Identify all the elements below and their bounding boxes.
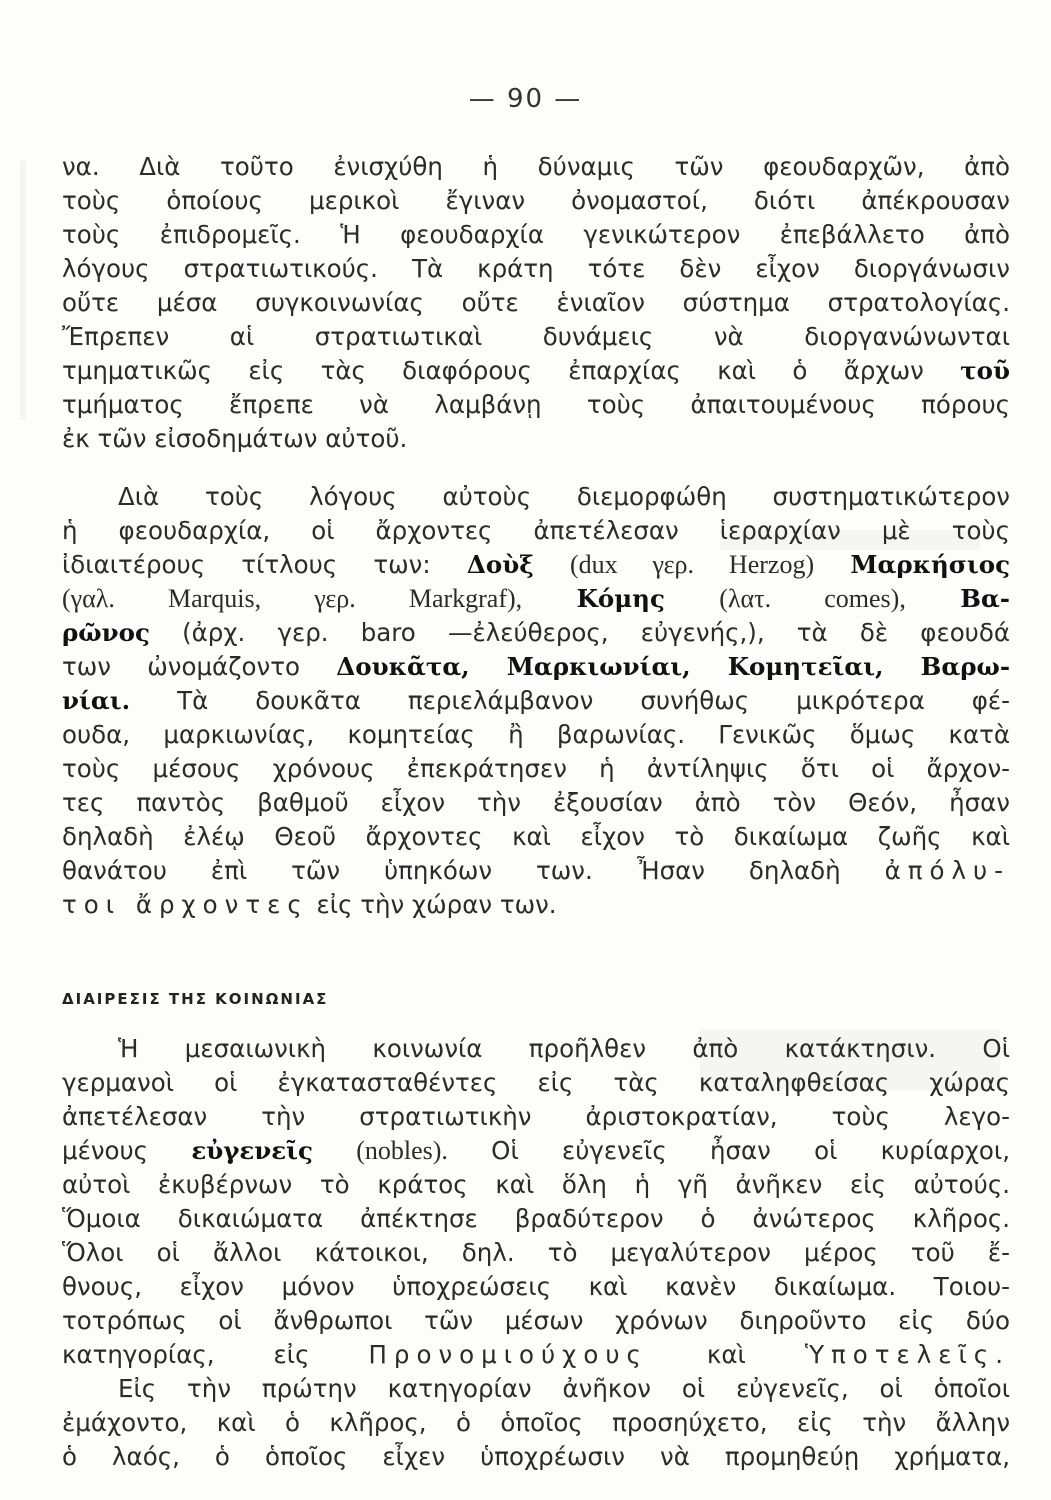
latin-text: (γαλ. Marquis, γερ. Markgraf), [62,584,523,613]
text-run: Τὰ δουκᾶτα περιελάμβανον συνήθως μικρότερα φέ- [177,686,1010,715]
text-line: να. Διὰ τοῦτο ἐνισχύθη ἡ δύναμις τῶν φεουδαρχῶν, ἀπὸ [62,152,1010,181]
section-heading: ΔΙΑΙΡΕΣΙΣ ΤΗΣ ΚΟΙΝΩΝΙΑΣ [62,990,329,1008]
text-line: ἀπετέλεσαν τὴν στρατιωτικὴν ἀριστοκρατίαν, τοὺς λεγο- [62,1102,1010,1131]
text-line [62,650,1010,684]
text-run: τμηματικῶς εἰς τὰς διαφόρους ἐπαρχίας καὶ ὁ ἄρχων [62,356,924,385]
text-line [62,582,1010,616]
text-line: ἐκ τῶν εἰσοδημάτων αὐτοῦ. [62,424,408,453]
spaced-emphasis: ἀπόλυ- [884,856,1010,885]
text-line: Ὅμοια δικαιώματα ἀπέκτησε βραδύτερον ὁ ἀνώτερος κλῆρος. [62,1204,1010,1233]
text-line: οὔτε μέσα συγκοινωνίας οὔτε ἑνιαῖον σύστημα στρατολογίας. [62,288,1010,317]
text-line: δηλαδὴ ἐλέῳ Θεοῦ ἄρχοντες καὶ εἶχον τὸ δικαίωμα ζωῆς καὶ [62,822,1010,851]
bold-term: εὐγενεῖς [191,1136,313,1165]
text-line [62,354,1010,388]
text-line: τοὺς ἐπιδρομεῖς. Ἡ φεουδαρχία γενικώτερον ἐπεβάλλετο ἀπὸ [62,220,1010,249]
latin-text: (dux γερ. Herzog) [569,550,815,579]
paragraph-3 [62,1032,1010,1474]
paragraph-2 [62,480,1010,922]
text-line: τες παντὸς βαθμοῦ εἶχον τὴν ἐξουσίαν ἀπὸ τὸν Θεόν, ἦσαν [62,788,1010,817]
text-line: Διὰ τοὺς λόγους αὐτοὺς διεμορφώθη συστηματικώτερον [118,482,1010,511]
text-run: των ὠνομάζοντο [62,652,300,681]
paragraph-1 [62,150,1010,456]
bold-term: Μαρκήσιος [850,550,1010,579]
text-line: Ὅλοι οἱ ἄλλοι κάτοικοι, δηλ. τὸ μεγαλύτερον μέρος τοῦ ἔ- [62,1238,1010,1267]
text-line: αὐτοὶ ἐκυβέρνων τὸ κράτος καὶ ὅλη ἡ γῆ ἀνῆκεν εἰς αὐτούς. [62,1170,1010,1199]
text-run: εἰς τὴν χώραν των. [316,890,557,919]
text-line: Ἡ μεσαιωνικὴ κοινωνία προῆλθεν ἀπὸ κατάκτησιν. Οἱ [118,1034,1010,1063]
bold-term: ρῶνος [62,618,150,647]
text-line [62,548,1010,582]
text-run: θανάτου ἐπὶ τῶν ὑπηκόων των. Ἦσαν δηλαδὴ [62,856,841,885]
text-line [62,854,1010,888]
latin-text: (λατ. comes), [719,584,906,613]
bold-term: Κόμης [576,584,665,613]
text-line: ἡ φεουδαρχία, οἱ ἄρχοντες ἀπετέλεσαν ἱεραρχίαν μὲ τοὺς [62,516,1010,545]
text-run: μένους [62,1136,149,1165]
text-line [62,888,1010,922]
text-line: τοτρόπως οἱ ἄνθρωποι τῶν μέσων χρόνων διηροῦντο εἰς δύο [62,1306,1010,1335]
text-line: ουδα, μαρκιωνίας, κομητείας ἢ βαρωνίας. Γενικῶς ὅμως κατὰ [62,720,1010,749]
text-line: τμήματος ἔπρεπε νὰ λαμβάνῃ τοὺς ἀπαιτουμένους πόρους [62,390,1010,419]
spaced-emphasis: Προνομιούχους [368,1340,648,1369]
text-run: (ἀρχ. γερ. baro —ἐλεύθερος, εὐγενής,), τὰ δὲ φεουδά [182,618,1010,647]
text-line: Ἔπρεπεν αἱ στρατιωτικαὶ δυνάμεις νὰ διοργανώνωνται [62,322,1010,351]
text-line: γερμανοὶ οἱ ἐγκατασταθέντες εἰς τὰς καταληφθείσας χώρας [62,1068,1010,1097]
text-line: τοὺς μέσους χρόνους ἐπεκράτησεν ἡ ἀντίληψις ὅτι οἱ ἄρχον- [62,754,1010,783]
text-line [62,684,1010,718]
text-run: ἰδιαιτέρους τίτλους των: [62,550,431,579]
text-line [62,1338,1010,1372]
scan-shadow [20,160,26,420]
text-line: τοὺς ὁποίους μερικοὶ ἔγιναν ὀνομαστοί, διότι ἀπέκρουσαν [62,186,1010,215]
bold-term: Δοὺξ [466,550,534,579]
bold-term: Βα- [960,584,1010,613]
text-line: ὁ λαός, ὁ ὁποῖος εἶχεν ὑποχρέωσιν νὰ προμηθεύῃ χρήματα, [62,1442,1010,1471]
text-line [62,616,1010,650]
text-line: ἐμάχοντο, καὶ ὁ κλῆρος, ὁ ὁποῖος προσηύχετο, εἰς τὴν ἄλλην [62,1408,1010,1437]
text-run: καὶ [706,1340,746,1369]
text-run: κατηγορίας, εἰς [62,1340,310,1369]
bold-term: νίαι. [62,686,131,715]
latin-text: (nobles). [356,1136,448,1165]
text-line: λόγους στρατιωτικούς. Τὰ κράτη τότε δὲν εἶχον διοργάνωσιν [62,254,1010,283]
bold-term: τοῦ [960,356,1010,385]
text-run: Οἱ εὐγενεῖς ἦσαν οἱ κυρίαρχοι, [491,1136,1010,1165]
text-line [62,1134,1010,1168]
spaced-emphasis: Ὑποτελεῖς. [804,1340,1010,1369]
page-number: — 90 — [468,84,583,114]
text-line: Εἰς τὴν πρώτην κατηγορίαν ἀνῆκον οἱ εὐγενεῖς, οἱ ὁποῖοι [118,1374,1010,1403]
spaced-emphasis: τοι ἄρχοντες [62,890,309,919]
text-line: θνους, εἶχον μόνον ὑποχρεώσεις καὶ κανὲν δικαίωμα. Τοιου- [62,1272,1010,1301]
bold-term: Δουκᾶτα, Μαρκιωνίαι, Κομητεῖαι, Βαρω- [336,652,1010,681]
